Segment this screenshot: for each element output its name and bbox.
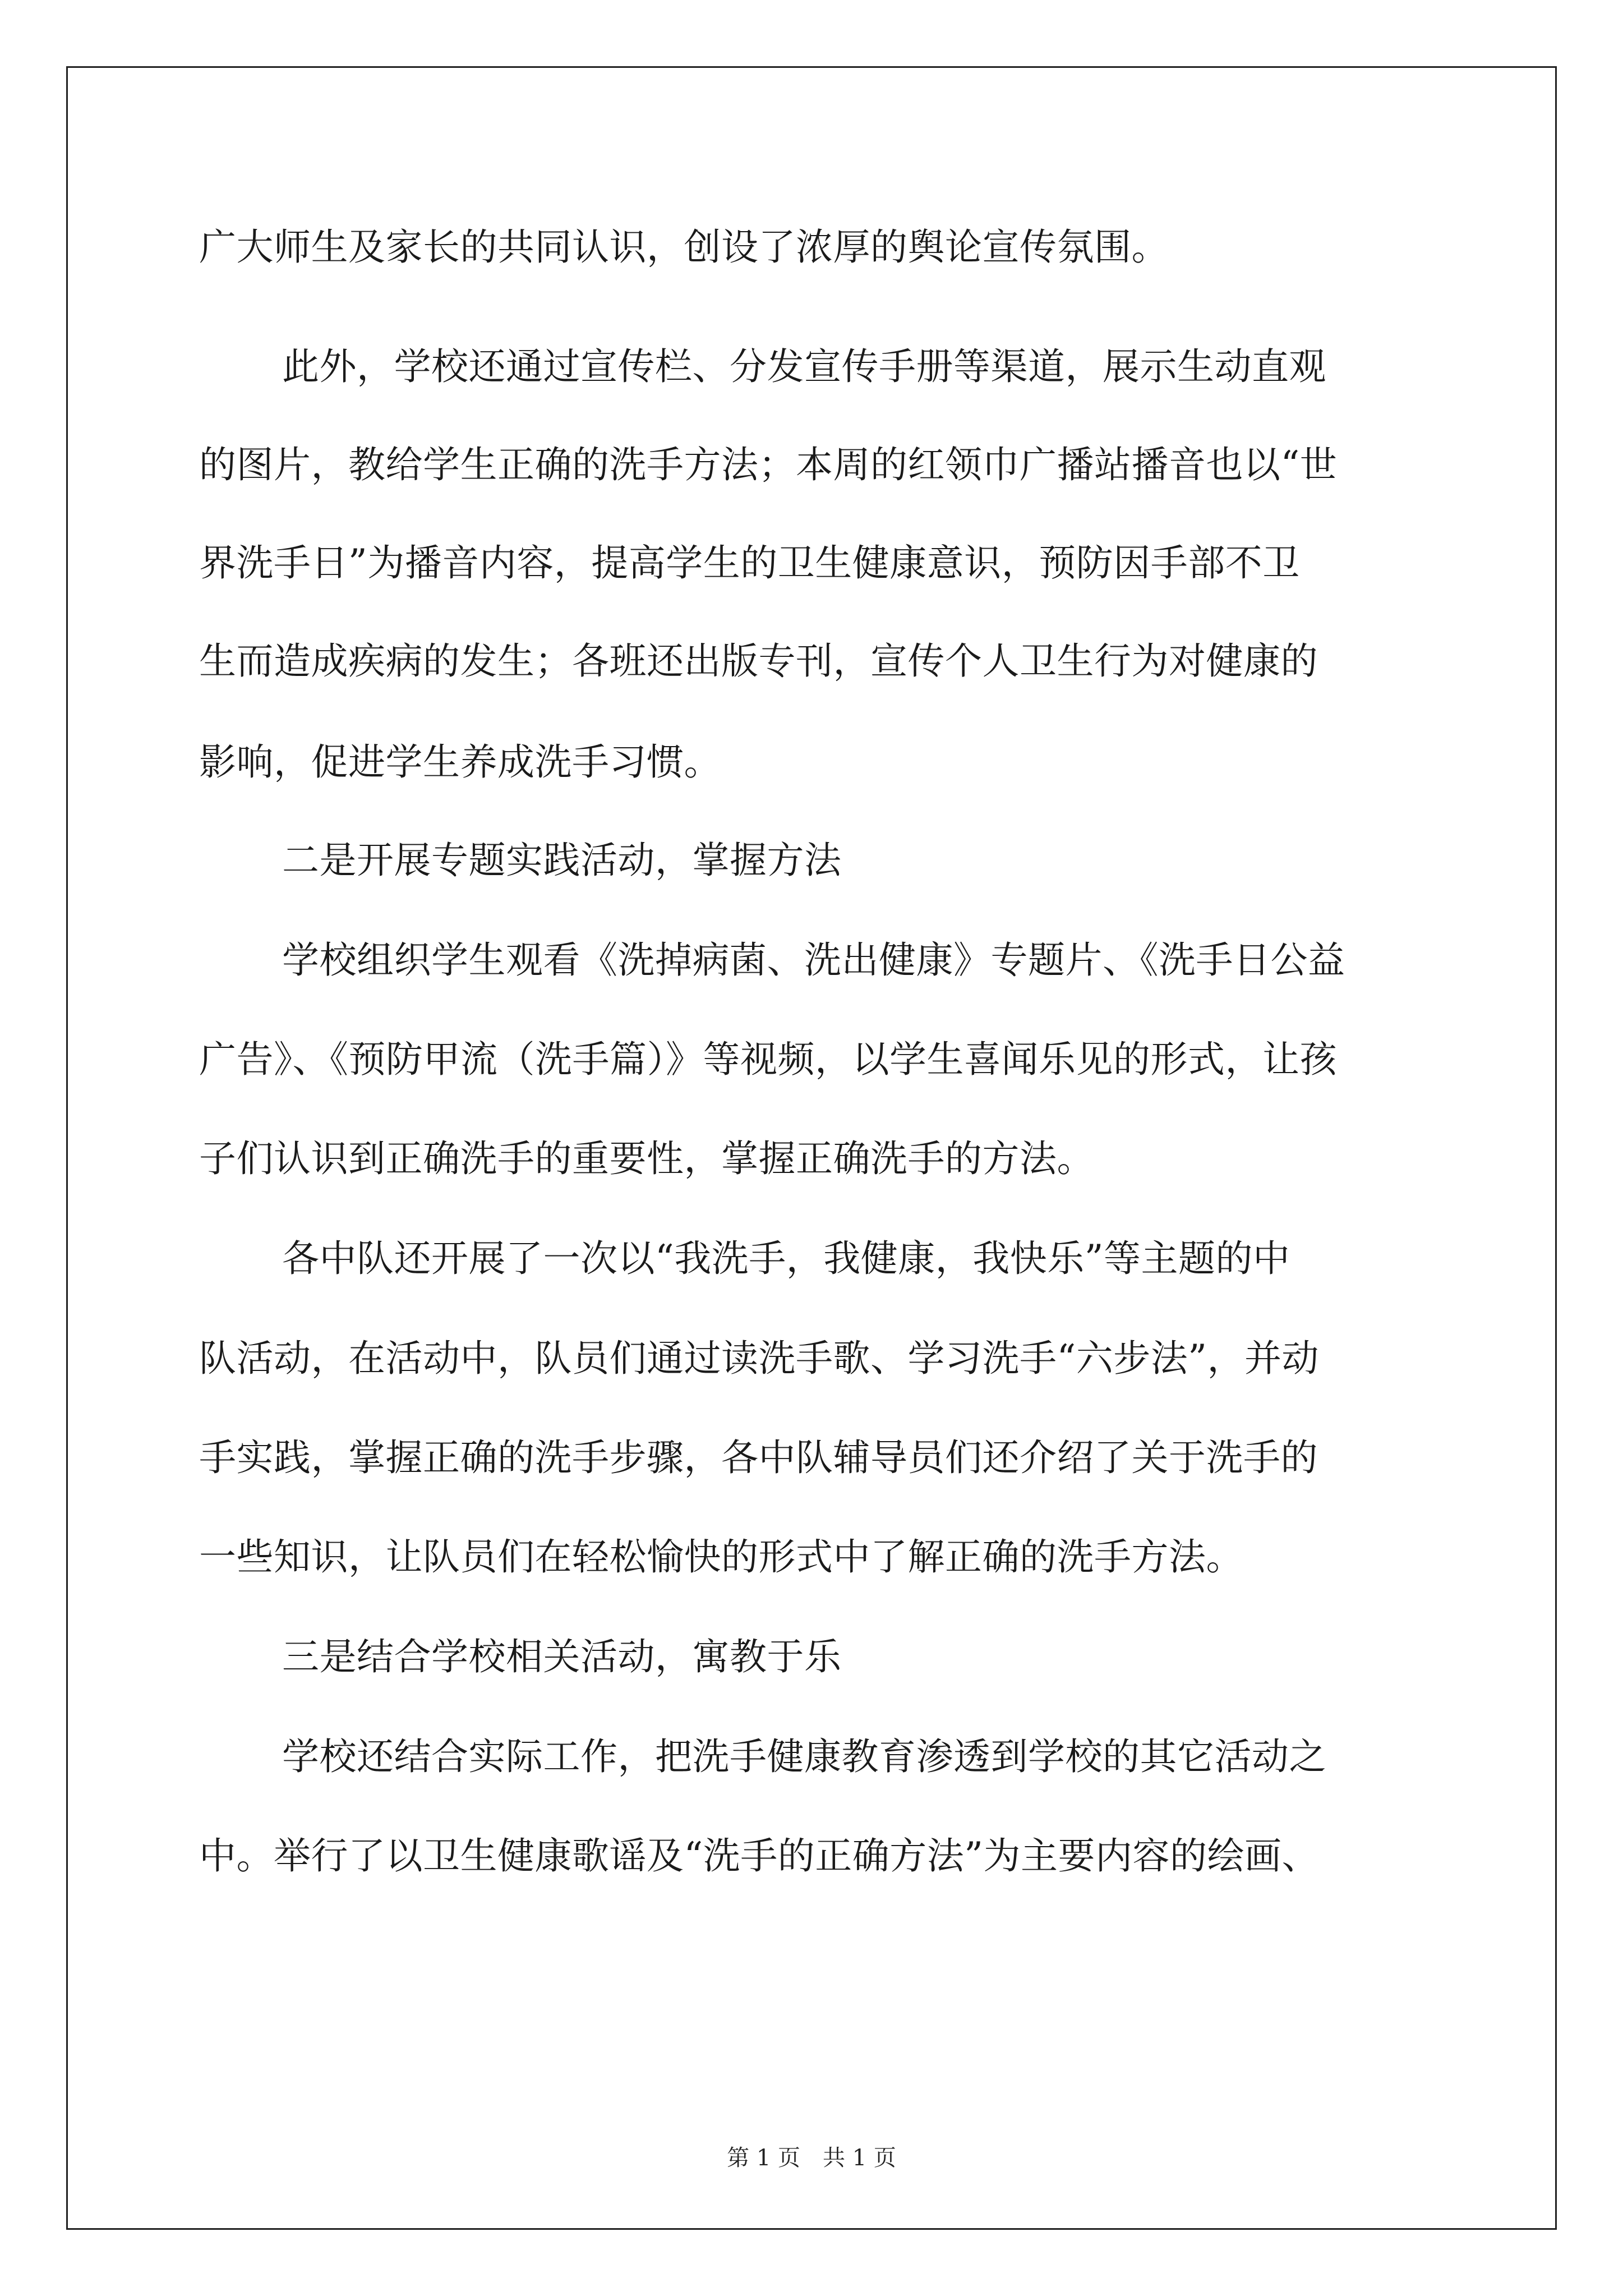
text-line: 一些知识，让队员们在轻松愉快的形式中了解正确的洗手方法。	[199, 1535, 1243, 1579]
section-heading: 三是结合学校相关活动，寓教于乐	[282, 1635, 842, 1678]
text-line: 影响，促进学生养成洗手习惯。	[199, 740, 721, 784]
text-line: 中。举行了以卫生健康歌谣及“洗手的正确方法”为主要内容的绘画、	[199, 1834, 1319, 1878]
text-line: 手实践，掌握正确的洗手步骤，各中队辅导员们还介绍了关于洗手的	[199, 1436, 1318, 1479]
text-line: 生而造成疾病的发生；各班还出版专刊，宣传个人卫生行为对健康的	[199, 639, 1318, 683]
text-line: 广告》、《预防甲流（洗手篇）》等视频，以学生喜闻乐见的形式，让孩	[199, 1038, 1337, 1081]
text-line: 界洗手日”为播音内容，提高学生的卫生健康意识，预防因手部不卫	[199, 541, 1300, 585]
text-line: 队活动，在活动中，队员们通过读洗手歌、学习洗手“六步法”，并动	[199, 1337, 1319, 1380]
text-line: 子们认识到正确洗手的重要性，掌握正确洗手的方法。	[199, 1137, 1094, 1180]
text-line: 的图片，教给学生正确的洗手方法；本周的红领巾广播站播音也以“世	[199, 443, 1338, 486]
text-line: 广大师生及家长的共同认识，创设了浓厚的舆论宣传氛围。	[199, 226, 1169, 269]
paragraph-start: 各中队还开展了一次以“我洗手，我健康，我快乐”等主题的中	[282, 1237, 1290, 1280]
paragraph-start: 此外，学校还通过宣传栏、分发宣传手册等渠道，展示生动直观	[282, 345, 1326, 388]
paragraph-start: 学校组织学生观看《洗掉病菌、洗出健康》专题片、《洗手日公益	[282, 938, 1345, 982]
paragraph-start: 学校还结合实际工作，把洗手健康教育渗透到学校的其它活动之	[282, 1735, 1326, 1778]
section-heading: 二是开展专题实践活动，掌握方法	[282, 839, 842, 882]
page-footer: 第 1 页 共 1 页	[727, 2145, 896, 2171]
